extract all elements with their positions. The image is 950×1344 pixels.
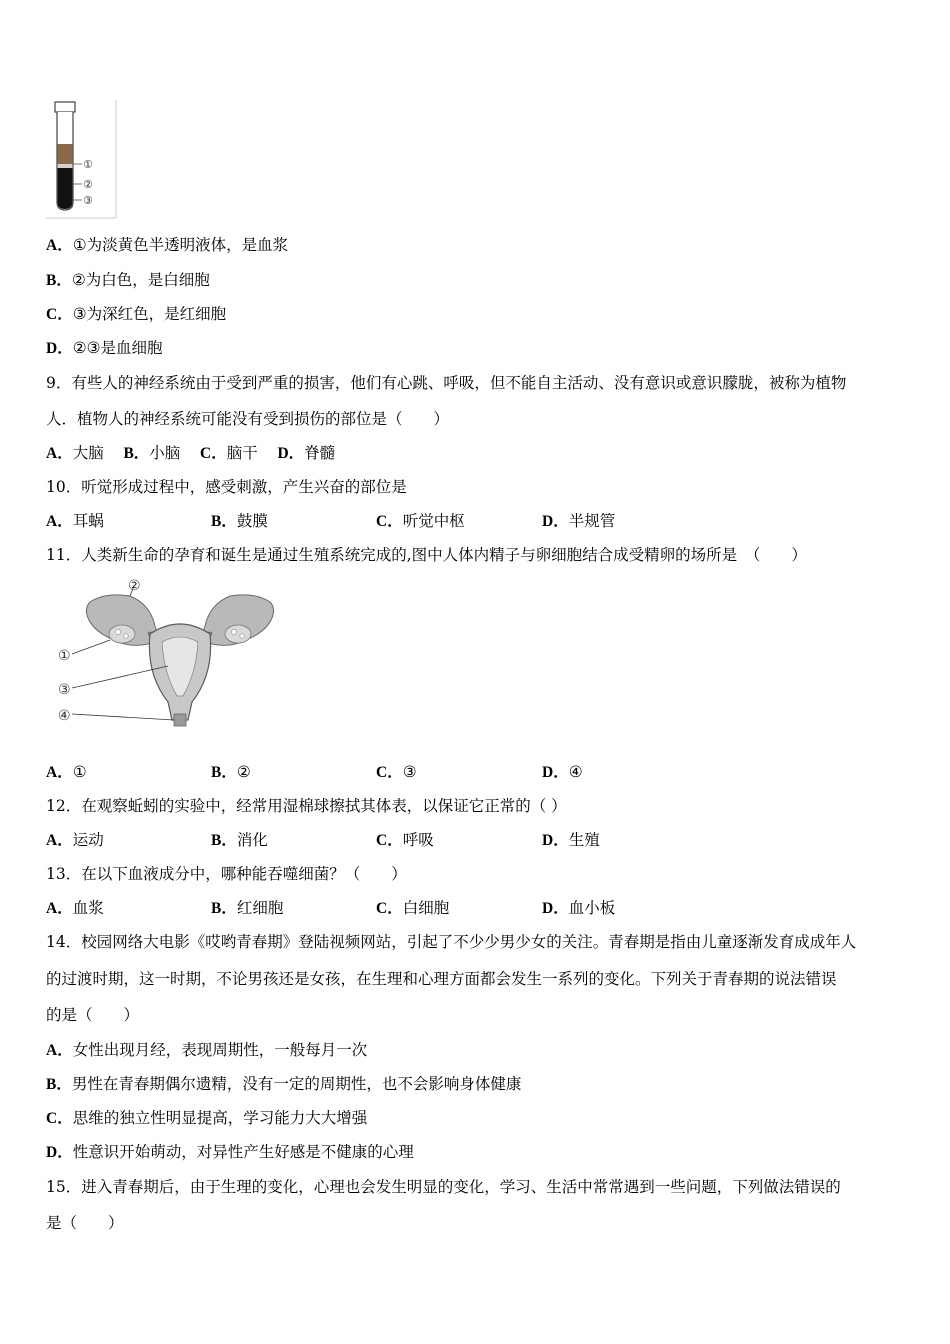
reproductive-system-figure	[50, 574, 310, 746]
repro-label-3: ③	[58, 682, 71, 698]
q8-option-c: C．③为深红色，是红细胞	[46, 305, 227, 323]
tube-label-2: ②	[83, 178, 93, 191]
q14-option-c: C．思维的独立性明显提高，学习能力大大增强	[46, 1109, 368, 1127]
q14-stem-line1: 14．校园网络大电影《哎哟青春期》登陆视频网站，引起了不少少男少女的关注。青春期是指由儿童逐渐发育成成年人	[46, 933, 857, 951]
q15-stem-line2: 是（ ）	[46, 1214, 124, 1232]
repro-label-1: ①	[58, 648, 71, 664]
q8-option-d: D．②③是血细胞	[46, 339, 163, 357]
q9-stem-line2: 人．植物人的神经系统可能没有受到损伤的部位是（ ）	[46, 410, 450, 428]
tube-label-1: ①	[83, 158, 93, 171]
q12-stem: 12．在观察蚯蚓的实验中，经常用湿棉球擦拭其体表，以保证它正常的（ ）	[46, 797, 567, 815]
q9-stem-line1: 9．有些人的神经系统由于受到严重的损害，他们有心跳、呼吸，但不能自主活动、没有意识或意识朦胧，被称为植物	[46, 374, 847, 392]
q14-option-b: B．男性在青春期偶尔遗精，没有一定的周期性，也不会影响身体健康	[46, 1075, 522, 1093]
q10-stem: 10．听觉形成过程中，感受刺激，产生兴奋的部位是	[46, 478, 407, 496]
q13-options: A．血浆 B．红细胞 C．白细胞 D．血小板	[46, 899, 616, 917]
repro-label-2: ②	[128, 578, 141, 594]
q9-options: A．大脑 B．小脑 C．脑干 D．脊髓	[46, 444, 336, 462]
repro-label-4: ④	[58, 708, 71, 724]
q14-stem-line2: 的过渡时期，这一时期，不论男孩还是女孩，在生理和心理方面都会发生一系列的变化。下列关于青春期的说法错误	[46, 970, 837, 988]
q15-stem-line1: 15．进入青春期后，由于生理的变化，心理也会发生明显的变化，学习、生活中常常遇到一些问题，下列做法错误的	[46, 1178, 841, 1196]
q14-stem-line3: 的是（ ）	[46, 1006, 140, 1024]
q11-options: A．① B．② C．③ D．④	[46, 763, 583, 781]
q14-option-d: D．性意识开始萌动，对异性产生好感是不健康的心理	[46, 1143, 414, 1161]
q10-options: A．耳蜗 B．鼓膜 C．听觉中枢 D．半规管	[46, 512, 616, 530]
q14-option-a: A．女性出现月经，表现周期性，一般每月一次	[46, 1041, 368, 1059]
blood-tube-figure	[44, 98, 120, 220]
q8-option-b: B．②为白色，是白细胞	[46, 271, 210, 289]
tube-label-3: ③	[83, 194, 93, 207]
q13-stem: 13．在以下血液成分中，哪种能吞噬细菌？（ ）	[46, 865, 407, 883]
q8-option-a: A．①为淡黄色半透明液体，是血浆	[46, 236, 289, 254]
q11-stem: 11．人类新生命的孕育和诞生是通过生殖系统完成的,图中人体内精子与卵细胞结合成受精卵的场所是 （ ）	[46, 546, 807, 564]
q12-options: A．运动 B．消化 C．呼吸 D．生殖	[46, 831, 600, 849]
